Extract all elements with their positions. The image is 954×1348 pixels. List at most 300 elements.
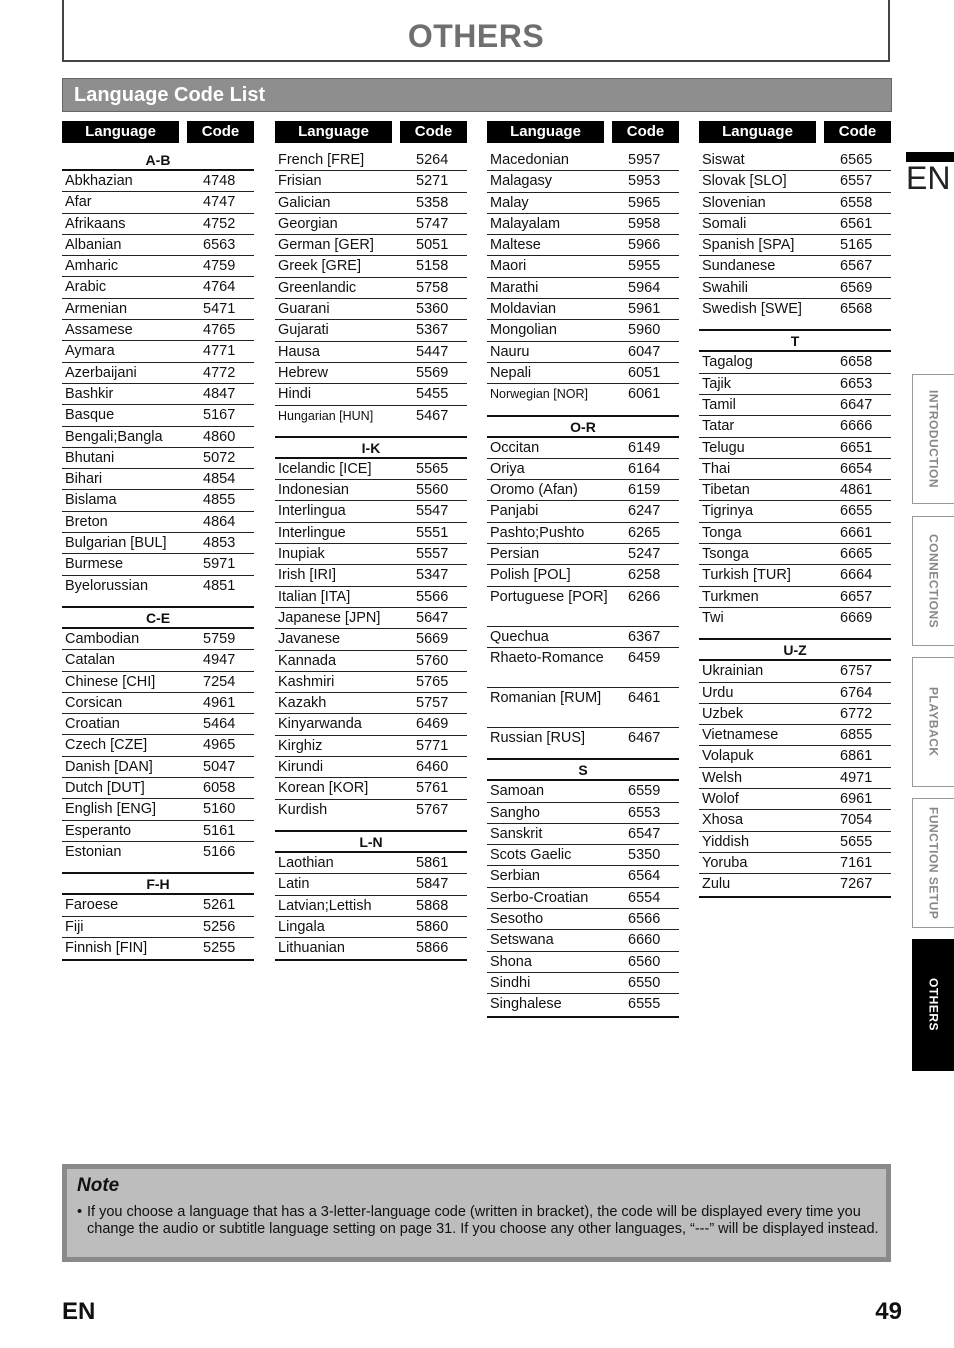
- language-code: 6661: [840, 524, 873, 541]
- language-code: 5953: [628, 173, 661, 190]
- table-row: [699, 704, 891, 725]
- language-name: Tonga: [702, 524, 742, 541]
- language-name: Bashkir: [65, 385, 114, 402]
- language-name: Serbian: [490, 868, 540, 885]
- language-name: Wolof: [702, 791, 739, 808]
- tab-label: INTRODUCTION: [926, 390, 941, 488]
- language-name: Interlingue: [278, 524, 346, 541]
- table-row: [275, 171, 467, 192]
- table-row: [487, 688, 679, 728]
- language-code: 4961: [203, 694, 236, 711]
- language-code: 5467: [416, 407, 449, 424]
- table-row: [62, 714, 254, 735]
- language-name: Tajik: [702, 375, 732, 392]
- language-code: 6568: [840, 301, 873, 318]
- table-row: [487, 866, 679, 887]
- language-code: 5961: [628, 301, 661, 318]
- table-row: [487, 193, 679, 214]
- language-code: 4853: [203, 535, 236, 552]
- table-row: [487, 235, 679, 256]
- language-name: Javanese: [278, 631, 341, 648]
- language-name: Samoan: [490, 783, 545, 800]
- table-row: [699, 746, 891, 767]
- language-column: [699, 121, 891, 898]
- table-row: [275, 459, 467, 480]
- language-name: Turkish [TUR]: [702, 567, 791, 584]
- language-name: Swedish [SWE]: [702, 301, 802, 318]
- table-row: [699, 395, 891, 416]
- language-name: Vietnamese: [702, 727, 779, 744]
- language-name: Greenlandic: [278, 279, 357, 296]
- table-row: [62, 299, 254, 320]
- language-code: 6058: [203, 780, 236, 797]
- table-row: [275, 278, 467, 299]
- tab-introduction[interactable]: [912, 374, 954, 504]
- language-name: Aymara: [65, 343, 115, 360]
- language-name: Moldavian: [490, 301, 557, 318]
- table-row: [699, 853, 891, 874]
- table-row: [699, 438, 891, 459]
- language-name: Spanish [SPA]: [702, 237, 795, 254]
- language-name: Sesotho: [490, 911, 544, 928]
- note-title: Note: [77, 1175, 120, 1196]
- language-code: 5955: [628, 258, 661, 275]
- table-row: [62, 363, 254, 384]
- language-name: Corsican: [65, 694, 123, 711]
- language-code: 5557: [416, 546, 449, 563]
- table-row: [275, 672, 467, 693]
- language-name: Slovenian: [702, 194, 766, 211]
- language-code: 6461: [628, 689, 661, 706]
- language-name: Danish [DAN]: [65, 758, 153, 775]
- tab-label: PLAYBACK: [926, 687, 941, 757]
- language-name: Tatar: [702, 418, 735, 435]
- section-bar: [62, 78, 892, 112]
- language-code: 4764: [203, 279, 236, 296]
- language-column: [275, 121, 467, 961]
- table-row: [62, 757, 254, 778]
- language-code: 7267: [840, 876, 873, 893]
- language-code: 6555: [628, 996, 661, 1013]
- language-name: Uzbek: [702, 705, 744, 722]
- page-title: OTHERS: [407, 18, 545, 54]
- language-name: Yiddish: [702, 833, 750, 850]
- language-name: Nepali: [490, 364, 532, 381]
- language-code: 6651: [840, 439, 873, 456]
- table-row: [699, 608, 891, 629]
- language-code: 6764: [840, 684, 873, 701]
- language-name: Latvian;Lettish: [278, 897, 372, 914]
- table-row: [699, 416, 891, 437]
- language-name: Bengali;Bangla: [65, 428, 163, 445]
- page-number: 49: [875, 1298, 902, 1325]
- table-row: [699, 374, 891, 395]
- language-code: 5161: [203, 822, 236, 839]
- language-name: Portuguese [POR]: [490, 588, 608, 605]
- language-name: Polish [POL]: [490, 567, 571, 584]
- language-name: Setswana: [490, 932, 554, 949]
- language-code: 6566: [628, 911, 661, 928]
- table-row: [699, 480, 891, 501]
- language-name: Malay: [490, 194, 529, 211]
- group-heading: U-Z: [699, 638, 891, 661]
- language-name: Laothian: [278, 854, 334, 871]
- table-row: [699, 214, 891, 235]
- table-row: [62, 821, 254, 842]
- tab-label: FUNCTION SETUP: [926, 806, 941, 920]
- table-row: [487, 342, 679, 363]
- table-row: [487, 459, 679, 480]
- language-code: 6563: [203, 236, 236, 253]
- language-code: 6554: [628, 889, 661, 906]
- language-name: Greek [GRE]: [278, 258, 361, 275]
- language-code: 6558: [840, 194, 873, 211]
- language-code: 5767: [416, 801, 449, 818]
- language-name: Serbo-Croatian: [490, 889, 589, 906]
- language-code: 5971: [203, 556, 236, 573]
- language-code: 5960: [628, 322, 661, 339]
- tab-connections[interactable]: [912, 516, 954, 646]
- language-name: Turkmen: [702, 588, 759, 605]
- language-code: 5471: [203, 300, 236, 317]
- language-name: Bihari: [65, 471, 103, 488]
- table-row: [699, 278, 891, 299]
- table-row: [62, 938, 254, 959]
- table-row: [487, 648, 679, 688]
- language-name: Romanian [RUM]: [490, 689, 602, 706]
- table-row: [275, 587, 467, 608]
- language-code: 5868: [416, 897, 449, 914]
- language-name: Catalan: [65, 652, 115, 669]
- language-name: Georgian: [278, 215, 338, 232]
- column-body: [699, 150, 891, 898]
- table-row: [699, 256, 891, 277]
- language-name: Abkhazian: [65, 173, 133, 189]
- header-code: Code: [400, 121, 467, 143]
- language-code: 6567: [840, 258, 873, 275]
- language-code: 4861: [840, 482, 873, 499]
- header-code: Code: [612, 121, 679, 143]
- table-row: [275, 320, 467, 341]
- table-row: [487, 150, 679, 171]
- language-name: Occitan: [490, 439, 540, 456]
- table-row: [62, 427, 254, 448]
- language-code: 5547: [416, 503, 449, 520]
- language-code: 5158: [416, 258, 449, 275]
- language-code: 6459: [628, 649, 661, 666]
- table-row: [275, 214, 467, 235]
- language-code: 6149: [628, 439, 661, 456]
- language-name: Tigrinya: [702, 503, 754, 520]
- table-row: [62, 256, 254, 277]
- language-code: 5347: [416, 567, 449, 584]
- table-row: [699, 171, 891, 192]
- language-code: 6772: [840, 705, 873, 722]
- table-row: [699, 299, 891, 320]
- language-name: Esperanto: [65, 822, 132, 839]
- table-row: [487, 728, 679, 749]
- language-code: 5958: [628, 215, 661, 232]
- table-row: [699, 501, 891, 522]
- language-code: 6655: [840, 503, 873, 520]
- language-code: 5447: [416, 343, 449, 360]
- language-code: 5566: [416, 588, 449, 605]
- language-name: Estonian: [65, 843, 122, 860]
- table-row: [62, 490, 254, 511]
- language-code: 5160: [203, 801, 236, 818]
- column-body: [275, 150, 467, 961]
- language-name: Interlingua: [278, 503, 346, 520]
- language-code: 5760: [416, 652, 449, 669]
- language-code: 5761: [416, 780, 449, 797]
- note-box: [62, 1164, 891, 1262]
- language-name: Arabic: [65, 279, 107, 296]
- table-row: [699, 544, 891, 565]
- table-row: [275, 256, 467, 277]
- language-name: Singhalese: [490, 996, 562, 1013]
- language-code: 4854: [203, 471, 236, 488]
- table-row: [62, 650, 254, 671]
- table-row: [699, 725, 891, 746]
- language-name: Yoruba: [702, 854, 748, 871]
- language-name: Albanian: [65, 236, 122, 253]
- table-row: [275, 629, 467, 650]
- table-row: [275, 800, 467, 821]
- language-code: 6647: [840, 396, 873, 413]
- language-code: 4855: [203, 492, 236, 509]
- table-row: [699, 235, 891, 256]
- language-name: English [ENG]: [65, 801, 157, 818]
- language-name: Hebrew: [278, 364, 328, 381]
- table-row: [487, 952, 679, 973]
- language-code: 5261: [203, 897, 236, 914]
- language-code: 6664: [840, 567, 873, 584]
- table-row: [62, 917, 254, 938]
- language-name: Italian [ITA]: [278, 588, 351, 605]
- table-row: [62, 576, 254, 597]
- table-row: [699, 587, 891, 608]
- language-code: 5569: [416, 364, 449, 381]
- language-code: 5350: [628, 847, 661, 864]
- language-name: Marathi: [490, 279, 539, 296]
- language-code: 5455: [416, 386, 449, 403]
- language-name: Oromo (Afan): [490, 482, 578, 499]
- language-column: [62, 121, 254, 961]
- table-row: [487, 299, 679, 320]
- language-code: 4759: [203, 258, 236, 275]
- language-name: Welsh: [702, 769, 743, 786]
- language-name: Lingala: [278, 918, 325, 935]
- table-row: [699, 352, 891, 373]
- language-name: Czech [CZE]: [65, 737, 148, 754]
- column-header: [275, 121, 467, 143]
- language-code: 6547: [628, 825, 661, 842]
- language-name: Kannada: [278, 652, 337, 669]
- language-code: 6550: [628, 974, 661, 991]
- table-row: [487, 845, 679, 866]
- language-name: Hausa: [278, 343, 320, 360]
- language-name: Norwegian [NOR]: [490, 387, 588, 402]
- language-code: 6658: [840, 354, 873, 371]
- language-code: 4860: [203, 428, 236, 445]
- language-code: 4771: [203, 343, 236, 360]
- language-code: 5165: [840, 237, 873, 254]
- language-name: Thai: [702, 460, 731, 477]
- language-name: Dutch [DUT]: [65, 780, 145, 797]
- language-code: 4971: [840, 769, 873, 786]
- table-row: [487, 909, 679, 930]
- header-language: Language: [699, 121, 816, 143]
- table-row: [275, 544, 467, 565]
- table-row: [275, 235, 467, 256]
- language-code: 6367: [628, 628, 661, 645]
- language-name: Maori: [490, 258, 527, 275]
- language-code: 5565: [416, 460, 449, 477]
- title-box: [62, 0, 890, 62]
- language-name: Tibetan: [702, 482, 750, 499]
- table-row: [699, 565, 891, 586]
- language-name: Tamil: [702, 396, 736, 413]
- language-code: 6051: [628, 364, 661, 381]
- language-name: Macedonian: [490, 152, 569, 168]
- group-heading: A-B: [62, 150, 254, 171]
- tab-function-setup[interactable]: [912, 798, 954, 928]
- language-name: Bulgarian [BUL]: [65, 535, 167, 552]
- table-row: [699, 523, 891, 544]
- language-code: 6757: [840, 663, 873, 680]
- group-heading: I-K: [275, 436, 467, 459]
- group-heading: O-R: [487, 415, 679, 438]
- language-name: Chinese [CHI]: [65, 673, 156, 690]
- language-code: 4947: [203, 652, 236, 669]
- tab-playback[interactable]: [912, 657, 954, 787]
- table-row: [275, 917, 467, 938]
- language-name: Finnish [FIN]: [65, 939, 148, 956]
- language-code: 4864: [203, 513, 236, 530]
- language-name: Croatian: [65, 716, 120, 733]
- language-name: Shona: [490, 953, 532, 970]
- group-heading: C-E: [62, 606, 254, 629]
- language-name: Indonesian: [278, 482, 349, 499]
- language-name: Siswat: [702, 152, 745, 168]
- table-row: [275, 384, 467, 405]
- table-row: [487, 994, 679, 1015]
- language-code: 5957: [628, 152, 661, 168]
- table-row: [62, 341, 254, 362]
- language-code: 6467: [628, 729, 661, 746]
- language-code: 6469: [416, 716, 449, 733]
- language-code: 5758: [416, 279, 449, 296]
- header-code: Code: [824, 121, 891, 143]
- table-row: [62, 384, 254, 405]
- table-row: [62, 672, 254, 693]
- table-row: [62, 320, 254, 341]
- language-code: 6061: [628, 386, 661, 403]
- language-code: 6164: [628, 460, 661, 477]
- language-name: Japanese [JPN]: [278, 609, 381, 626]
- language-code: 6961: [840, 791, 873, 808]
- language-name: Nauru: [490, 343, 530, 360]
- language-name: Afar: [65, 194, 92, 211]
- table-row: [275, 150, 467, 171]
- language-code: 5360: [416, 301, 449, 318]
- language-code: 6557: [840, 173, 873, 190]
- table-row: [275, 714, 467, 735]
- language-code: 5669: [416, 631, 449, 648]
- language-name: Assamese: [65, 322, 133, 339]
- table-row: [62, 469, 254, 490]
- language-code: 5367: [416, 322, 449, 339]
- language-name: Tagalog: [702, 354, 753, 371]
- language-name: Cambodian: [65, 630, 140, 647]
- language-code: 5551: [416, 524, 449, 541]
- table-row: [275, 608, 467, 629]
- table-row: [275, 693, 467, 714]
- table-row: [487, 803, 679, 824]
- section-title: Language Code List: [74, 84, 266, 106]
- language-name: Sundanese: [702, 258, 776, 275]
- table-row: [62, 895, 254, 916]
- language-name: Kirundi: [278, 759, 324, 776]
- table-row: [275, 853, 467, 874]
- language-code: 5759: [203, 630, 236, 647]
- language-name: Azerbaijani: [65, 364, 137, 381]
- language-code: 5757: [416, 695, 449, 712]
- note-bullet: •: [77, 1204, 83, 1220]
- column-body: [62, 150, 254, 961]
- language-code: 6266: [628, 588, 661, 605]
- language-code: 7254: [203, 673, 236, 690]
- language-name: Russian [RUS]: [490, 729, 586, 746]
- table-row: [275, 480, 467, 501]
- column-header: [62, 121, 254, 143]
- header-language: Language: [62, 121, 179, 143]
- language-code: 5255: [203, 939, 236, 956]
- language-code: 5964: [628, 279, 661, 296]
- language-name: Kurdish: [278, 801, 328, 818]
- language-code: 6460: [416, 759, 449, 776]
- language-name: Xhosa: [702, 812, 744, 829]
- group-heading: T: [699, 329, 891, 352]
- language-code: 5966: [628, 237, 661, 254]
- language-code: 5464: [203, 716, 236, 733]
- language-name: Malagasy: [490, 173, 553, 190]
- language-name: German [GER]: [278, 237, 374, 254]
- note-text: If you choose a language that has a 3-letter-language code (written in bracket), the code will be displayed every time you change the audio or subtitle language setting on page 31. If you choose any other languages, “---” will be displayed instead.: [87, 1204, 879, 1237]
- language-name: French [FRE]: [278, 152, 365, 168]
- table-row: [487, 171, 679, 192]
- table-row: [62, 842, 254, 863]
- table-row: [62, 554, 254, 575]
- table-row: [699, 459, 891, 480]
- table-row: [62, 277, 254, 298]
- footer-language: EN: [62, 1298, 96, 1325]
- language-name: Tsonga: [702, 546, 749, 563]
- table-row: [487, 438, 679, 459]
- tab-others[interactable]: [912, 939, 954, 1071]
- language-name: Faroese: [65, 897, 119, 914]
- table-row: [275, 778, 467, 799]
- language-name: Irish [IRI]: [278, 567, 337, 584]
- table-row: [699, 810, 891, 831]
- language-code: 5747: [416, 215, 449, 232]
- table-row: [487, 278, 679, 299]
- language-code: 5047: [203, 758, 236, 775]
- tab-label: CONNECTIONS: [926, 533, 941, 629]
- language-name: Gujarati: [278, 322, 329, 339]
- table-row: [275, 651, 467, 672]
- language-code: 5167: [203, 407, 236, 424]
